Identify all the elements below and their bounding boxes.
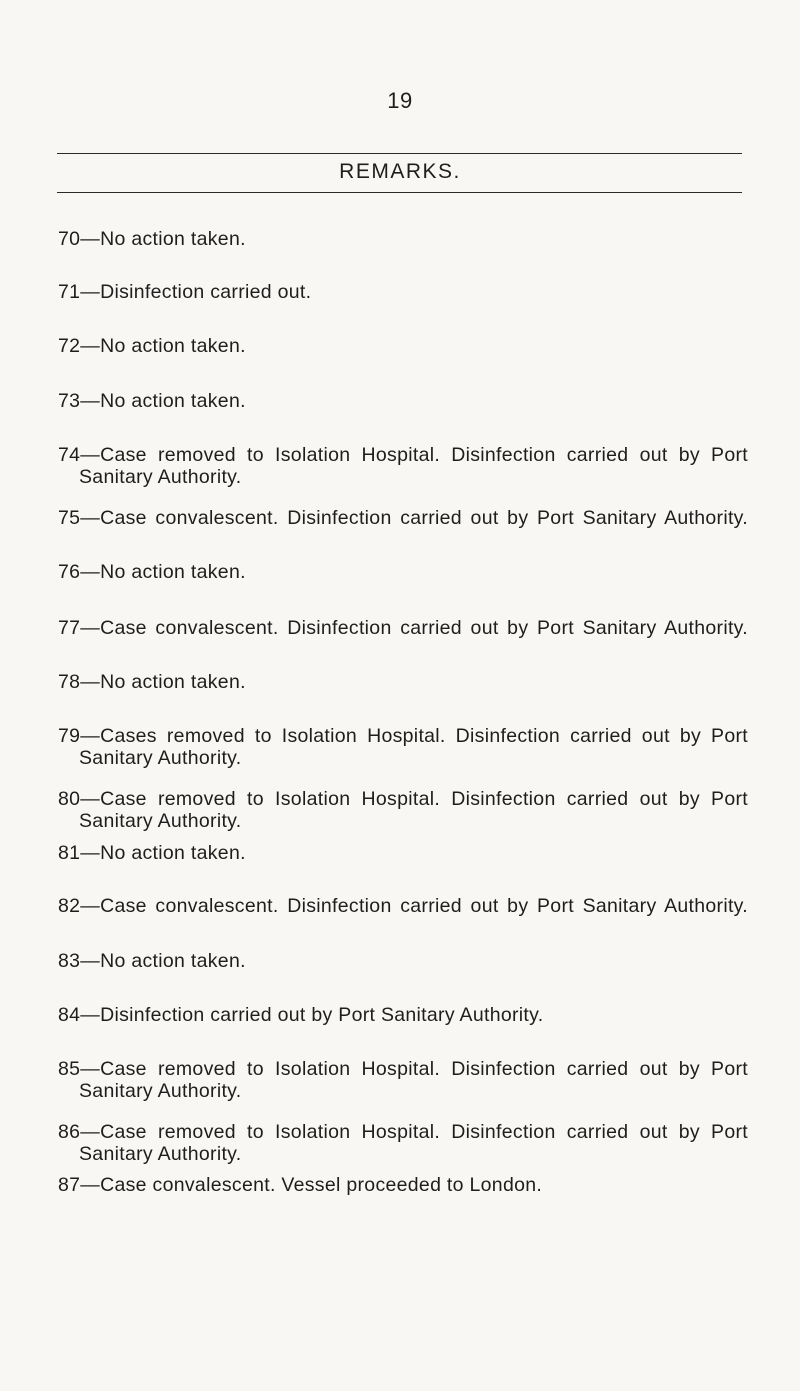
remark-entry-72: [58, 335, 748, 357]
remark-entry-76: [58, 561, 748, 583]
remark-line: 78—No action taken.: [58, 671, 246, 693]
remark-entry-70: [58, 228, 748, 250]
remark-entry-83: [58, 950, 748, 972]
remark-line: 80—Case removed to Isolation Hospital. Disinfection carried out by Port: [58, 788, 748, 810]
heading-rule-top: [57, 153, 742, 154]
remark-line: 81—No action taken.: [58, 842, 246, 864]
remark-line: 82—Case convalescent. Disinfection carried out by Port Sanitary Authority.: [58, 895, 748, 917]
remark-entry-75: [58, 507, 748, 529]
remark-line: 79—Cases removed to Isolation Hospital. Disinfection carried out by Port: [58, 725, 748, 747]
remark-line-continued: Sanitary Authority.: [79, 1080, 242, 1102]
page-heading: REMARKS.: [339, 160, 461, 183]
remark-line: 86—Case removed to Isolation Hospital. Disinfection carried out by Port: [58, 1121, 748, 1143]
remark-entry-87: [58, 1174, 748, 1196]
remark-entry-82: [58, 895, 748, 917]
remark-entry-81: [58, 842, 748, 864]
remark-entry-86: [58, 1121, 748, 1165]
remark-line: 74—Case removed to Isolation Hospital. Disinfection carried out by Port: [58, 444, 748, 466]
remark-line: 71—Disinfection carried out.: [58, 281, 312, 303]
remark-entry-84: [58, 1004, 748, 1026]
remark-entry-71: [58, 281, 748, 303]
remark-entry-85: [58, 1058, 748, 1102]
remark-entry-73: [58, 390, 748, 412]
remark-line: 84—Disinfection carried out by Port Sanitary Authority.: [58, 1004, 544, 1026]
remark-line-continued: Sanitary Authority.: [79, 747, 242, 769]
remark-line: 75—Case convalescent. Disinfection carried out by Port Sanitary Authority.: [58, 507, 748, 529]
remark-line: 72—No action taken.: [58, 335, 246, 357]
remark-entry-78: [58, 671, 748, 693]
remark-line-continued: Sanitary Authority.: [79, 1143, 242, 1165]
remark-line: 77—Case convalescent. Disinfection carried out by Port Sanitary Authority.: [58, 617, 748, 639]
remark-entry-80: [58, 788, 748, 832]
remark-line-continued: Sanitary Authority.: [79, 810, 242, 832]
remark-line: 76—No action taken.: [58, 561, 246, 583]
remark-line: 70—No action taken.: [58, 228, 246, 250]
remark-line: 73—No action taken.: [58, 390, 246, 412]
remark-entry-74: [58, 444, 748, 488]
remark-line: 87—Case convalescent. Vessel proceeded to London.: [58, 1174, 543, 1196]
page-number: 19: [387, 88, 413, 113]
remark-line: 83—No action taken.: [58, 950, 246, 972]
remark-line: 85—Case removed to Isolation Hospital. Disinfection carried out by Port: [58, 1058, 748, 1080]
remark-line-continued: Sanitary Authority.: [79, 466, 242, 488]
heading-rule-bottom: [57, 192, 742, 193]
remark-entry-79: [58, 725, 748, 769]
remark-entry-77: [58, 617, 748, 639]
